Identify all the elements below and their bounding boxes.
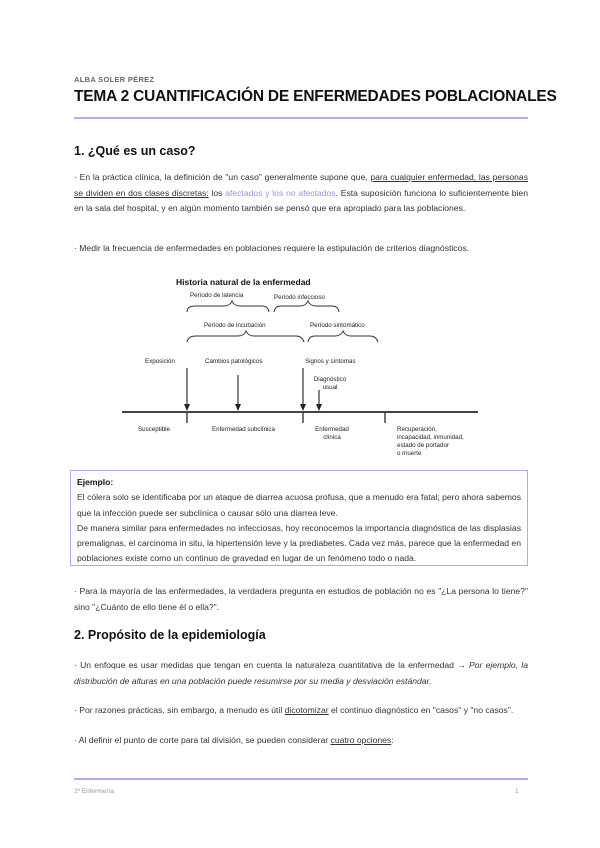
text: · En la práctica clínica, la definición de "un caso" generalmente supone que, [74, 172, 371, 182]
label-susceptible: Susceptible [138, 426, 170, 433]
section-2-paragraph-1 [74, 658, 528, 689]
label-latency-period: Período de latencia [190, 292, 244, 299]
text: clínica [323, 434, 341, 441]
section-1-paragraph-2: · Medir la frecuencia de enfermedades en poblaciones requiere la estipulación de criterios diagnósticos. [74, 243, 470, 253]
text: usual [322, 384, 338, 391]
footer-divider [74, 778, 528, 780]
section-2-heading: 2. Propósito de la epidemiología [74, 628, 266, 642]
label-exposure: Exposición [145, 358, 175, 365]
label-signs-symptoms: Signos y síntomas [305, 358, 356, 365]
population-question-paragraph: · Para la mayoría de las enfermedades, la verdadera pregunta en estudios de población no es "¿La persona lo tiene?" sino "¿Cuánto de ello tiene él o ella?". [74, 586, 528, 612]
section-1-heading: 1. ¿Qué es un caso? [74, 144, 196, 158]
text: Diagnóstico [313, 376, 347, 383]
text: : [391, 735, 394, 745]
label-clinical-disease [310, 426, 354, 442]
text: . Esta suposición funciona lo suficientemente bien en la sala del hospital, y en algún momento también se pensó que era apropiado para las poblaciones. [74, 187, 528, 213]
label-symptomatic-period: Período sintomático [310, 322, 365, 329]
section-1-paragraph-1 [74, 170, 528, 217]
header-divider [74, 117, 528, 119]
text: el continuo diagnóstico en "casos" y "no casos". [328, 705, 514, 715]
highlighted-text: afectados y los no afectados [225, 187, 336, 198]
underlined-text: dicotomizar [284, 705, 329, 715]
italic-text: Por ejemplo, la distribución de alturas en una población puede resumirse por su media y desviación estándar. [74, 660, 528, 686]
document-title: TEMA 2 CUANTIFICACIÓN DE ENFERMEDADES POBLACIONALES [74, 88, 557, 105]
example-paragraph-1: El cólera solo se identificaba por un ataque de diarrea acuosa profusa, que a menudo era fatal; pero ahora sabemos que la infección puede ser subclínica o causar sólo una diarrea leve. [77, 492, 521, 518]
text: Enfermedad [315, 426, 349, 433]
author-name: ALBA SOLER PÉREZ [74, 75, 155, 84]
text: Recuperación, [397, 426, 437, 433]
label-infectious-period: Período infeccioso [274, 294, 325, 301]
label-incubation-period: Período de incubación [204, 322, 266, 329]
text: · Por razones prácticas, sin embargo, a menudo es útil [74, 705, 285, 715]
section-2-paragraph-2 [74, 703, 528, 719]
section-2-paragraph-3 [74, 733, 528, 749]
text: estado de portador [397, 442, 449, 449]
label-pathologic-changes: Cambios patológicos [205, 358, 263, 365]
underlined-text: para cualquier enfermedad, las personas se dividen en dos clases discretas: [74, 172, 529, 198]
text: los [208, 187, 226, 198]
footer-course: 2º Enfermería [74, 788, 114, 795]
example-title: Ejemplo: [77, 477, 114, 487]
natural-history-diagram [110, 272, 510, 467]
diagram-title: Historia natural de la enfermedad [176, 277, 311, 287]
example-box [70, 470, 528, 566]
text: · Un enfoque es usar medidas que tengan en cuenta la naturaleza cuantitativa de la enfermedad → [74, 660, 469, 670]
label-outcome [397, 426, 464, 458]
text: o muerte [397, 450, 422, 457]
label-usual-diagnosis [310, 376, 350, 392]
footer-page-number: 1 [515, 788, 519, 795]
text: incapacidad, inmunidad, [397, 434, 464, 441]
underlined-text: cuatro opciones [330, 735, 392, 745]
example-paragraph-2: De manera similar para enfermedades no infecciosas, hoy reconocemos la importancia diagnóstica de las displasias premalignas, el carcinoma in situ, la hipertensión leve y la prediabetes. Cada vez más, parece que la enfermedad en poblaciones existe como un continuo de gravedad en lugar de un fenómeno todo o nada. [77, 522, 521, 564]
label-subclinical-disease: Enfermedad subclínica [212, 426, 275, 433]
text: · Al definir el punto de corte para tal división, se pueden considerar [74, 735, 331, 745]
